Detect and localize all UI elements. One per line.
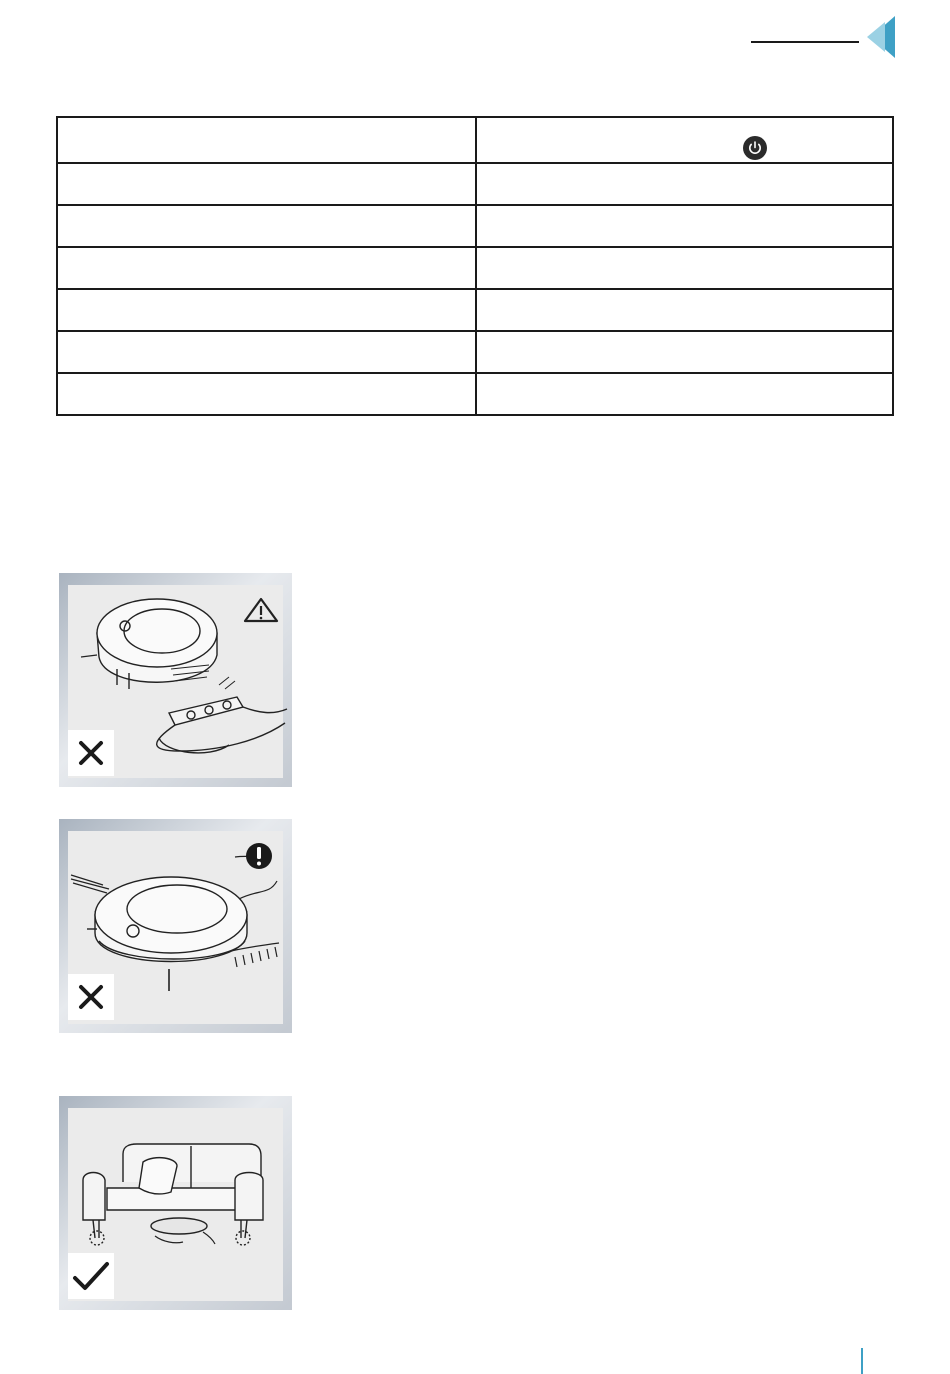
table-cell xyxy=(476,117,893,163)
table-cell xyxy=(476,373,893,415)
illustration-robot-under-sofa xyxy=(59,1096,292,1310)
header-rule xyxy=(751,41,859,43)
table-row xyxy=(57,163,893,205)
illustration-robot-on-fringed-rug xyxy=(59,819,292,1033)
spec-table xyxy=(56,116,894,416)
table-cell xyxy=(57,331,476,373)
table-row xyxy=(57,205,893,247)
table-row xyxy=(57,373,893,415)
table-cell xyxy=(476,247,893,289)
table-cell xyxy=(57,205,476,247)
corner-triangle-icon xyxy=(867,16,895,58)
table-cell xyxy=(476,331,893,373)
table-cell xyxy=(57,247,476,289)
table-cell xyxy=(57,117,476,163)
table-cell xyxy=(57,373,476,415)
table-row xyxy=(57,331,893,373)
page-number-marker xyxy=(861,1348,863,1374)
table-row xyxy=(57,289,893,331)
table-cell xyxy=(476,163,893,205)
exclamation-circle-icon xyxy=(246,843,272,869)
table-cell xyxy=(57,163,476,205)
power-button-icon xyxy=(742,135,768,161)
table-row xyxy=(57,247,893,289)
table-cell xyxy=(476,205,893,247)
illustration-robot-near-power-cord xyxy=(59,573,292,787)
table-cell xyxy=(476,289,893,331)
table-cell xyxy=(57,289,476,331)
